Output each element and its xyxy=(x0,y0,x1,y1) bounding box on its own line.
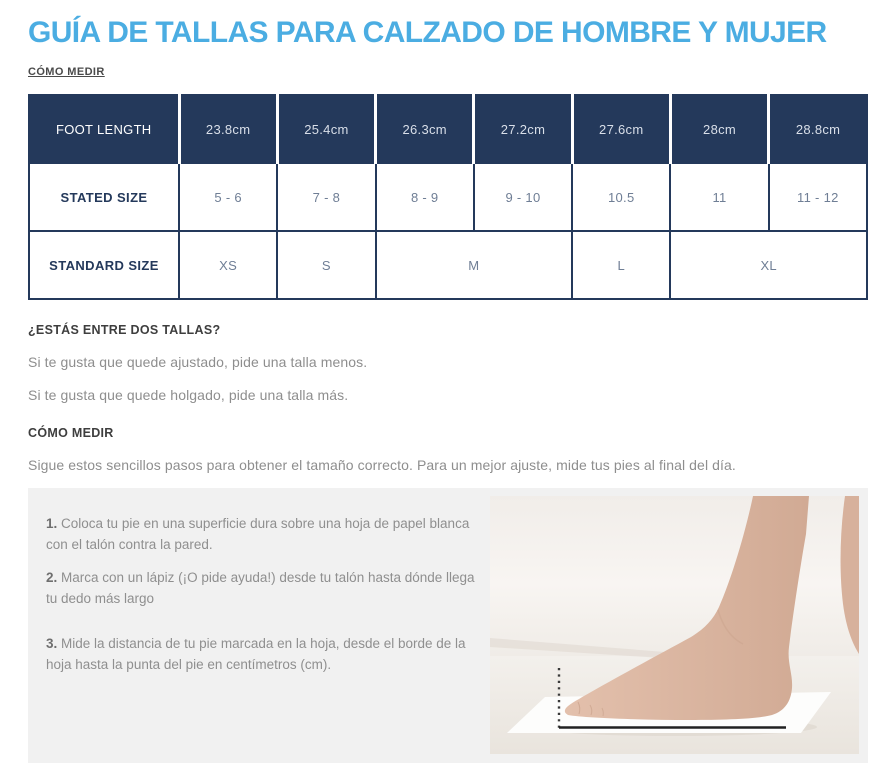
standard-size-cell: S xyxy=(277,231,375,299)
step-number: 2. xyxy=(46,569,58,585)
measure-steps xyxy=(28,488,490,763)
row-label-foot-length: FOOT LENGTH xyxy=(29,95,179,163)
stated-size-cell: 9 - 10 xyxy=(474,163,572,231)
stated-size-cell: 5 - 6 xyxy=(179,163,277,231)
table-row-standard-size xyxy=(29,231,867,299)
foot-measurement-photo xyxy=(490,496,859,754)
step-number: 3. xyxy=(46,635,58,651)
step-text: Mide la distancia de tu pie marcada en la hoja, desde el borde de la hoja hasta la punta del pie en centímetros (cm). xyxy=(46,635,466,672)
row-label-stated-size: STATED SIZE xyxy=(29,163,179,231)
step-text: Marca con un lápiz (¡O pide ayuda!) desde tu talón hasta dónde llega tu dedo más largo xyxy=(46,569,475,606)
standard-size-cell: XS xyxy=(179,231,277,299)
stated-size-cell: 11 xyxy=(670,163,768,231)
foot-length-cell: 28cm xyxy=(670,95,768,163)
how-to-measure-heading: CÓMO MEDIR xyxy=(28,426,114,440)
tip-size-larger: Si te gusta que quede holgado, pide una talla más. xyxy=(28,387,349,403)
como-medir-link[interactable]: CÓMO MEDIR xyxy=(28,66,105,78)
row-label-standard-size: STANDARD SIZE xyxy=(29,231,179,299)
standard-size-cell: XL xyxy=(670,231,867,299)
size-guide-page xyxy=(0,16,896,763)
page-title: GUÍA DE TALLAS PARA CALZADO DE HOMBRE Y MUJER xyxy=(28,16,827,49)
tip-size-smaller: Si te gusta que quede ajustado, pide una talla menos. xyxy=(28,354,368,370)
step-number: 1. xyxy=(46,516,58,531)
foot-length-cell: 25.4cm xyxy=(277,95,375,163)
foot-length-cell: 27.6cm xyxy=(572,95,670,163)
stated-size-cell: 7 - 8 xyxy=(277,163,375,231)
how-to-measure-intro: Sigue estos sencillos pasos para obtener el tamaño correcto. Para un mejor ajuste, mide tus pies al final del día. xyxy=(28,457,736,473)
table-row-stated-size xyxy=(29,163,867,231)
measure-step-1 xyxy=(46,514,484,556)
stated-size-cell: 8 - 9 xyxy=(376,163,474,231)
measure-step-3 xyxy=(46,634,484,676)
measure-step-2 xyxy=(46,568,484,610)
foot-photo-illustration xyxy=(490,496,859,754)
between-sizes-heading: ¿ESTÁS ENTRE DOS TALLAS? xyxy=(28,323,221,337)
foot-length-cell: 26.3cm xyxy=(376,95,474,163)
stated-size-cell: 10.5 xyxy=(572,163,670,231)
size-table xyxy=(28,94,868,300)
table-row-foot-length xyxy=(29,95,867,163)
foot-length-cell: 23.8cm xyxy=(179,95,277,163)
stated-size-cell: 11 - 12 xyxy=(769,163,867,231)
measure-instructions-box xyxy=(28,488,868,763)
standard-size-cell: L xyxy=(572,231,670,299)
step-text: Coloca tu pie en una superficie dura sobre una hoja de papel blanca con el talón contra la pared. xyxy=(46,516,470,552)
standard-size-cell: M xyxy=(376,231,573,299)
foot-length-cell: 27.2cm xyxy=(474,95,572,163)
foot-length-cell: 28.8cm xyxy=(769,95,867,163)
